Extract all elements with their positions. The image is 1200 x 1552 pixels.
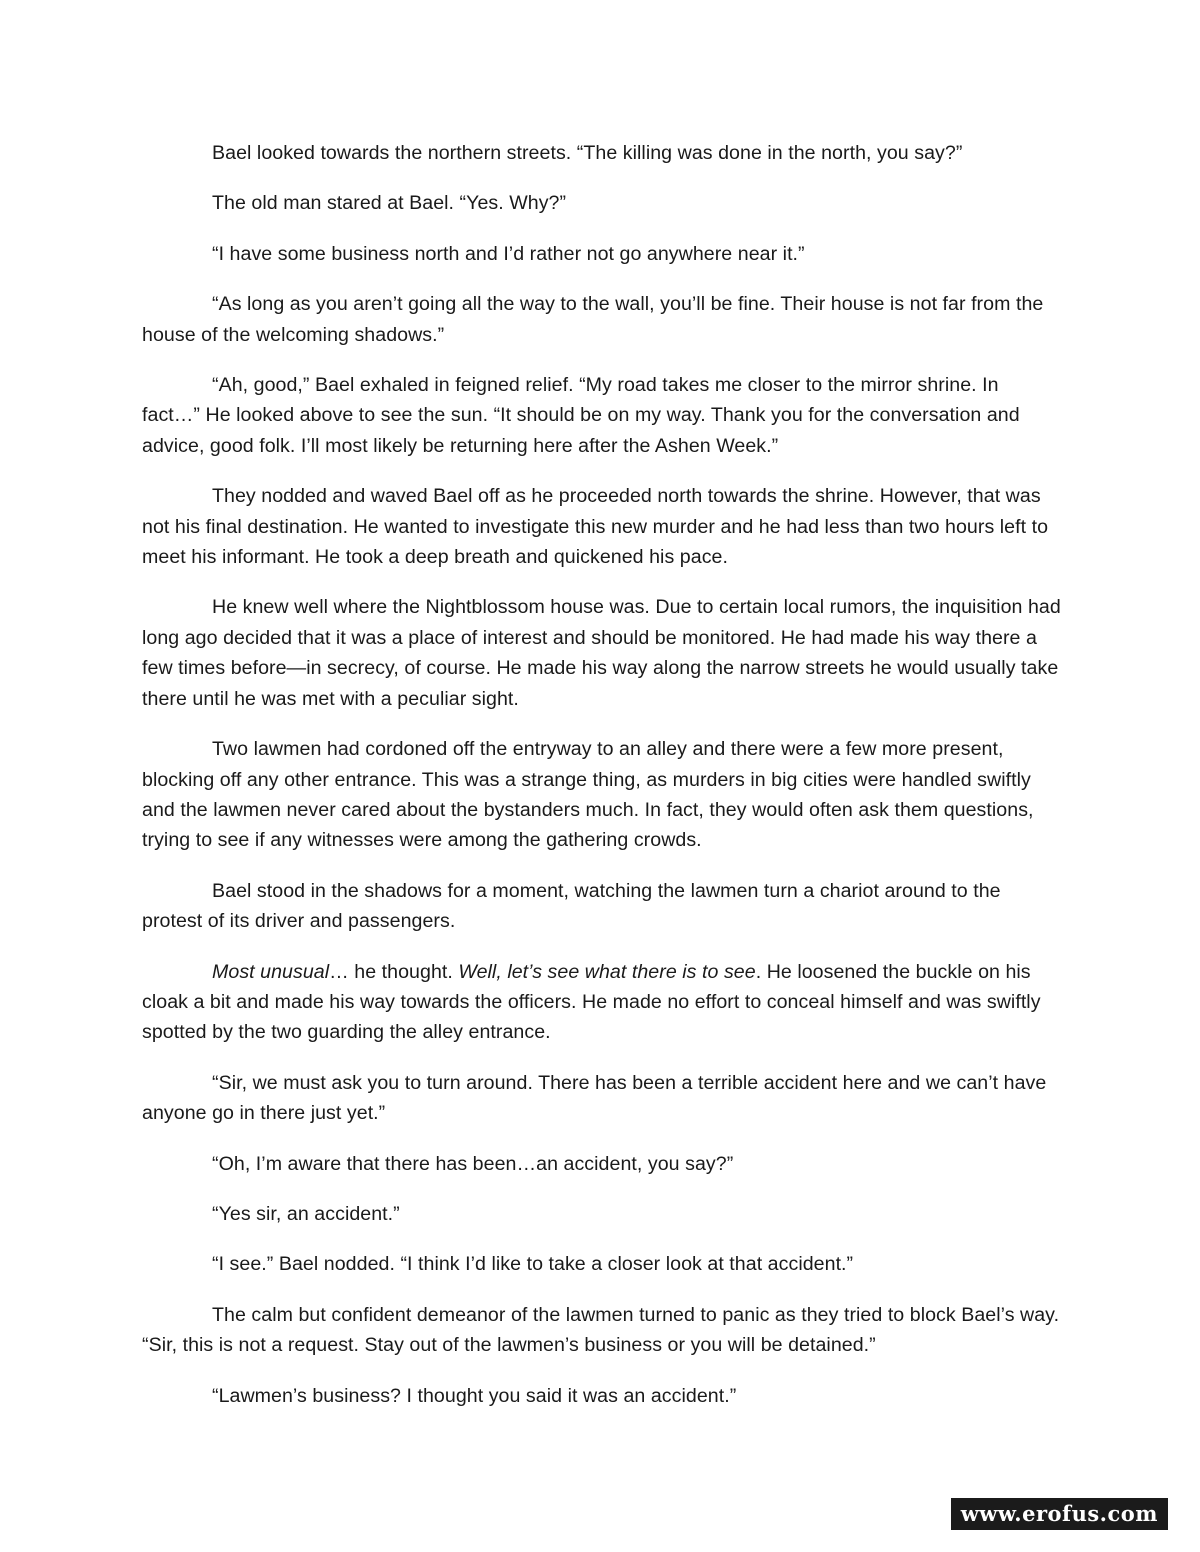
paragraph-6: They nodded and waved Bael off as he proceeded north towards the shrine. However, that was not his final destination. He wanted to investigate this new murder and he had less than two hours left to meet his informant. He took a deep breath and quickened his pace. — [142, 485, 1049, 569]
paragraph-9: Bael stood in the shadows for a moment, watching the lawmen turn a chariot around to the protest of its driver and passengers. — [142, 879, 1001, 933]
paragraph-8: Two lawmen had cordoned off the entryway to an alley and there were a few more present, blocking off any other entrance. This was a strange thing, as murders in big cities were handled swiftly and the lawmen never cared about the bystanders much. In fact, they would often ask them questions, trying to see if any witnesses were among the gathering crowds. — [142, 738, 1034, 852]
paragraph-16: “Lawmen’s business? I thought you said it was an accident.” — [212, 1384, 737, 1407]
paragraph-1: Bael looked towards the northern streets. “The killing was done in the north, you say?” — [212, 142, 963, 164]
paragraph-10-text-2: . He loosened the buckle on his cloak a bit and made his way towards the officers. He made no effort to conceal himself and was swiftly spotted by the two guarding the alley entrance. — [142, 960, 1041, 1044]
paragraph-5: “Ah, good,” Bael exhaled in feigned relief. “My road takes me closer to the mirror shrine. In fact…” He looked above to see the sun. “It should be on my way. Thank you for the conversation and advice, good folk. I’ll most likely be returning here after the Ashen Week.” — [142, 374, 1020, 457]
paragraph-3: “I have some business north and I’d rather not go anywhere near it.” — [212, 242, 805, 265]
paragraph-11: “Sir, we must ask you to turn around. There has been a terrible accident here and we can’t have anyone go in there just yet.” — [142, 1071, 1047, 1125]
italic-thought-2: Well, let’s see what there is to see — [458, 960, 756, 983]
paragraph-10-text-1: … he thought. — [329, 960, 459, 983]
paragraph-12: “Oh, I’m aware that there has been…an accident, you say?” — [212, 1152, 734, 1175]
paragraph-4: “As long as you aren’t going all the way to the wall, you’ll be fine. Their house is not far from the house of the welcoming shadows.” — [142, 293, 1044, 346]
paragraph-15: The calm but confident demeanor of the lawmen turned to panic as they tried to block Bael’s way. “Sir, this is not a request. Stay out of the lawmen’s business or you will be detained.” — [142, 1303, 1060, 1357]
paragraph-13: “Yes sir, an accident.” — [212, 1202, 400, 1225]
paragraph-2: The old man stared at Bael. “Yes. Why?” — [212, 192, 567, 215]
italic-thought-1: Most unusual — [212, 960, 330, 983]
watermark: www.erofus.com — [951, 1498, 1168, 1530]
document-page — [142, 138, 1062, 1431]
paragraph-7: He knew well where the Nightblossom house was. Due to certain local rumors, the inquisition had long ago decided that it was a place of interest and should be monitored. He had made his way there a few times before—in secrecy, of course. He made his way along the narrow streets he would usually take there until he was met with a peculiar sight. — [142, 596, 1061, 710]
paragraph-10 — [142, 957, 1062, 1048]
paragraph-14: “I see.” Bael nodded. “I think I’d like to take a closer look at that accident.” — [212, 1253, 854, 1276]
